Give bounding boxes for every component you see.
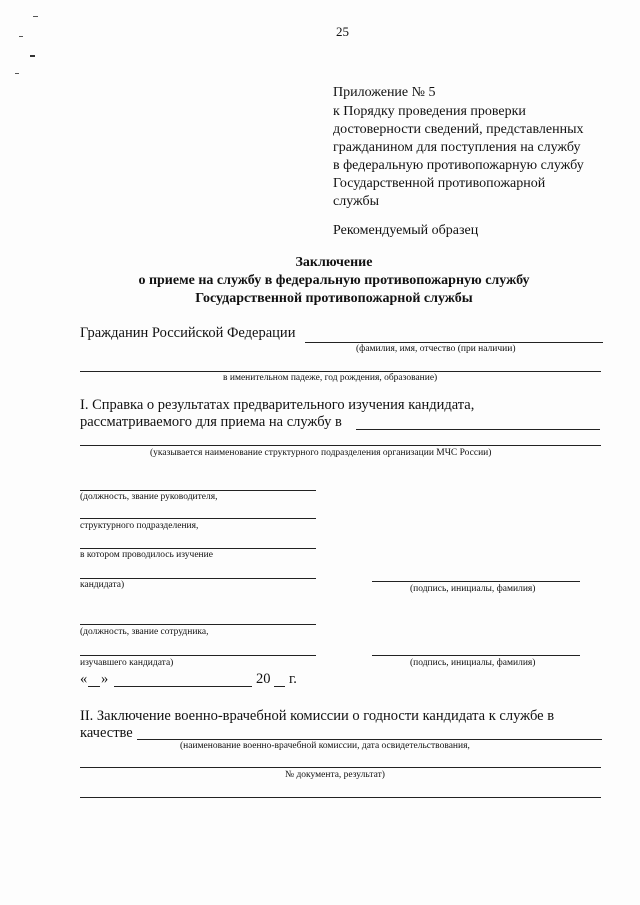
subdivision-field[interactable]	[356, 429, 600, 430]
head-position-field[interactable]	[80, 518, 316, 519]
head-hint: (должность, звание руководителя,	[80, 492, 218, 502]
signature-hint: (подпись, инициалы, фамилия)	[410, 584, 536, 594]
scan-mark	[33, 16, 38, 17]
commission-hint: (наименование военно-врачебной комиссии, дата освидетельствования,	[180, 741, 470, 751]
appendix-line: Государственной противопожарной	[333, 176, 546, 191]
appendix-line: к Порядку проведения проверки	[333, 104, 526, 119]
date-month-field[interactable]	[114, 686, 252, 687]
citizen-details-field[interactable]	[80, 371, 601, 372]
date-year-prefix: 20	[256, 671, 271, 687]
appendix-line: службы	[333, 194, 380, 209]
scan-mark	[30, 55, 35, 57]
employee-position-field[interactable]	[80, 624, 316, 625]
section-2-heading: II. Заключение военно-врачебной комиссии о годности кандидата к службе в	[80, 708, 555, 724]
subdivision-field[interactable]	[80, 445, 601, 446]
appendix-line: Приложение № 5	[333, 85, 436, 100]
commission-field[interactable]	[80, 797, 601, 798]
commission-hint: № документа, результат)	[285, 770, 385, 780]
scan-mark	[19, 36, 23, 37]
citizen-hint: (фамилия, имя, отчество (при наличии)	[356, 344, 516, 354]
section-2-heading: качестве	[80, 725, 133, 741]
appendix-line: в федеральную противопожарную службу	[333, 158, 584, 173]
head-hint: кандидата)	[80, 580, 125, 590]
commission-field[interactable]	[137, 739, 602, 740]
scan-mark	[15, 73, 19, 74]
sample-note: Рекомендуемый образец	[333, 223, 479, 238]
citizen-name-field[interactable]	[305, 342, 603, 343]
head-hint: структурного подразделения,	[80, 521, 199, 531]
section-1-heading: рассматриваемого для приема на службу в	[80, 414, 342, 430]
head-position-field[interactable]	[80, 578, 316, 579]
signature-hint: (подпись, инициалы, фамилия)	[410, 658, 536, 668]
document-subtitle: о приеме на службу в федеральную противопожарную службу	[138, 273, 530, 288]
commission-field[interactable]	[80, 767, 601, 768]
appendix-line: гражданином для поступления на службу	[333, 140, 581, 155]
date-quote-open: «	[80, 671, 88, 687]
section-1-heading: I. Справка о результатах предварительного изучения кандидата,	[80, 397, 475, 413]
citizen-label: Гражданин Российской Федерации	[80, 325, 296, 341]
employee-hint: изучавшего кандидата)	[80, 658, 174, 668]
head-hint: в котором проводилось изучение	[80, 550, 213, 560]
document-title: Заключение	[295, 255, 373, 270]
head-position-field[interactable]	[80, 490, 316, 491]
date-year-field[interactable]	[274, 686, 285, 687]
date-day-field[interactable]	[88, 686, 100, 687]
employee-hint: (должность, звание сотрудника,	[80, 627, 209, 637]
date-quote-close: »	[101, 671, 109, 687]
citizen-hint: в именительном падеже, год рождения, образование)	[223, 373, 438, 383]
head-position-field[interactable]	[80, 548, 316, 549]
document-subtitle: Государственной противопожарной службы	[195, 291, 473, 306]
employee-signature-field[interactable]	[372, 655, 580, 656]
employee-position-field[interactable]	[80, 655, 316, 656]
date-year-suffix: г.	[289, 671, 297, 687]
appendix-line: достоверности сведений, представленных	[333, 122, 584, 137]
page-number: 25	[336, 24, 349, 39]
head-signature-field[interactable]	[372, 581, 580, 582]
subdivision-hint: (указывается наименование структурного подразделения организации МЧС России)	[150, 448, 492, 458]
